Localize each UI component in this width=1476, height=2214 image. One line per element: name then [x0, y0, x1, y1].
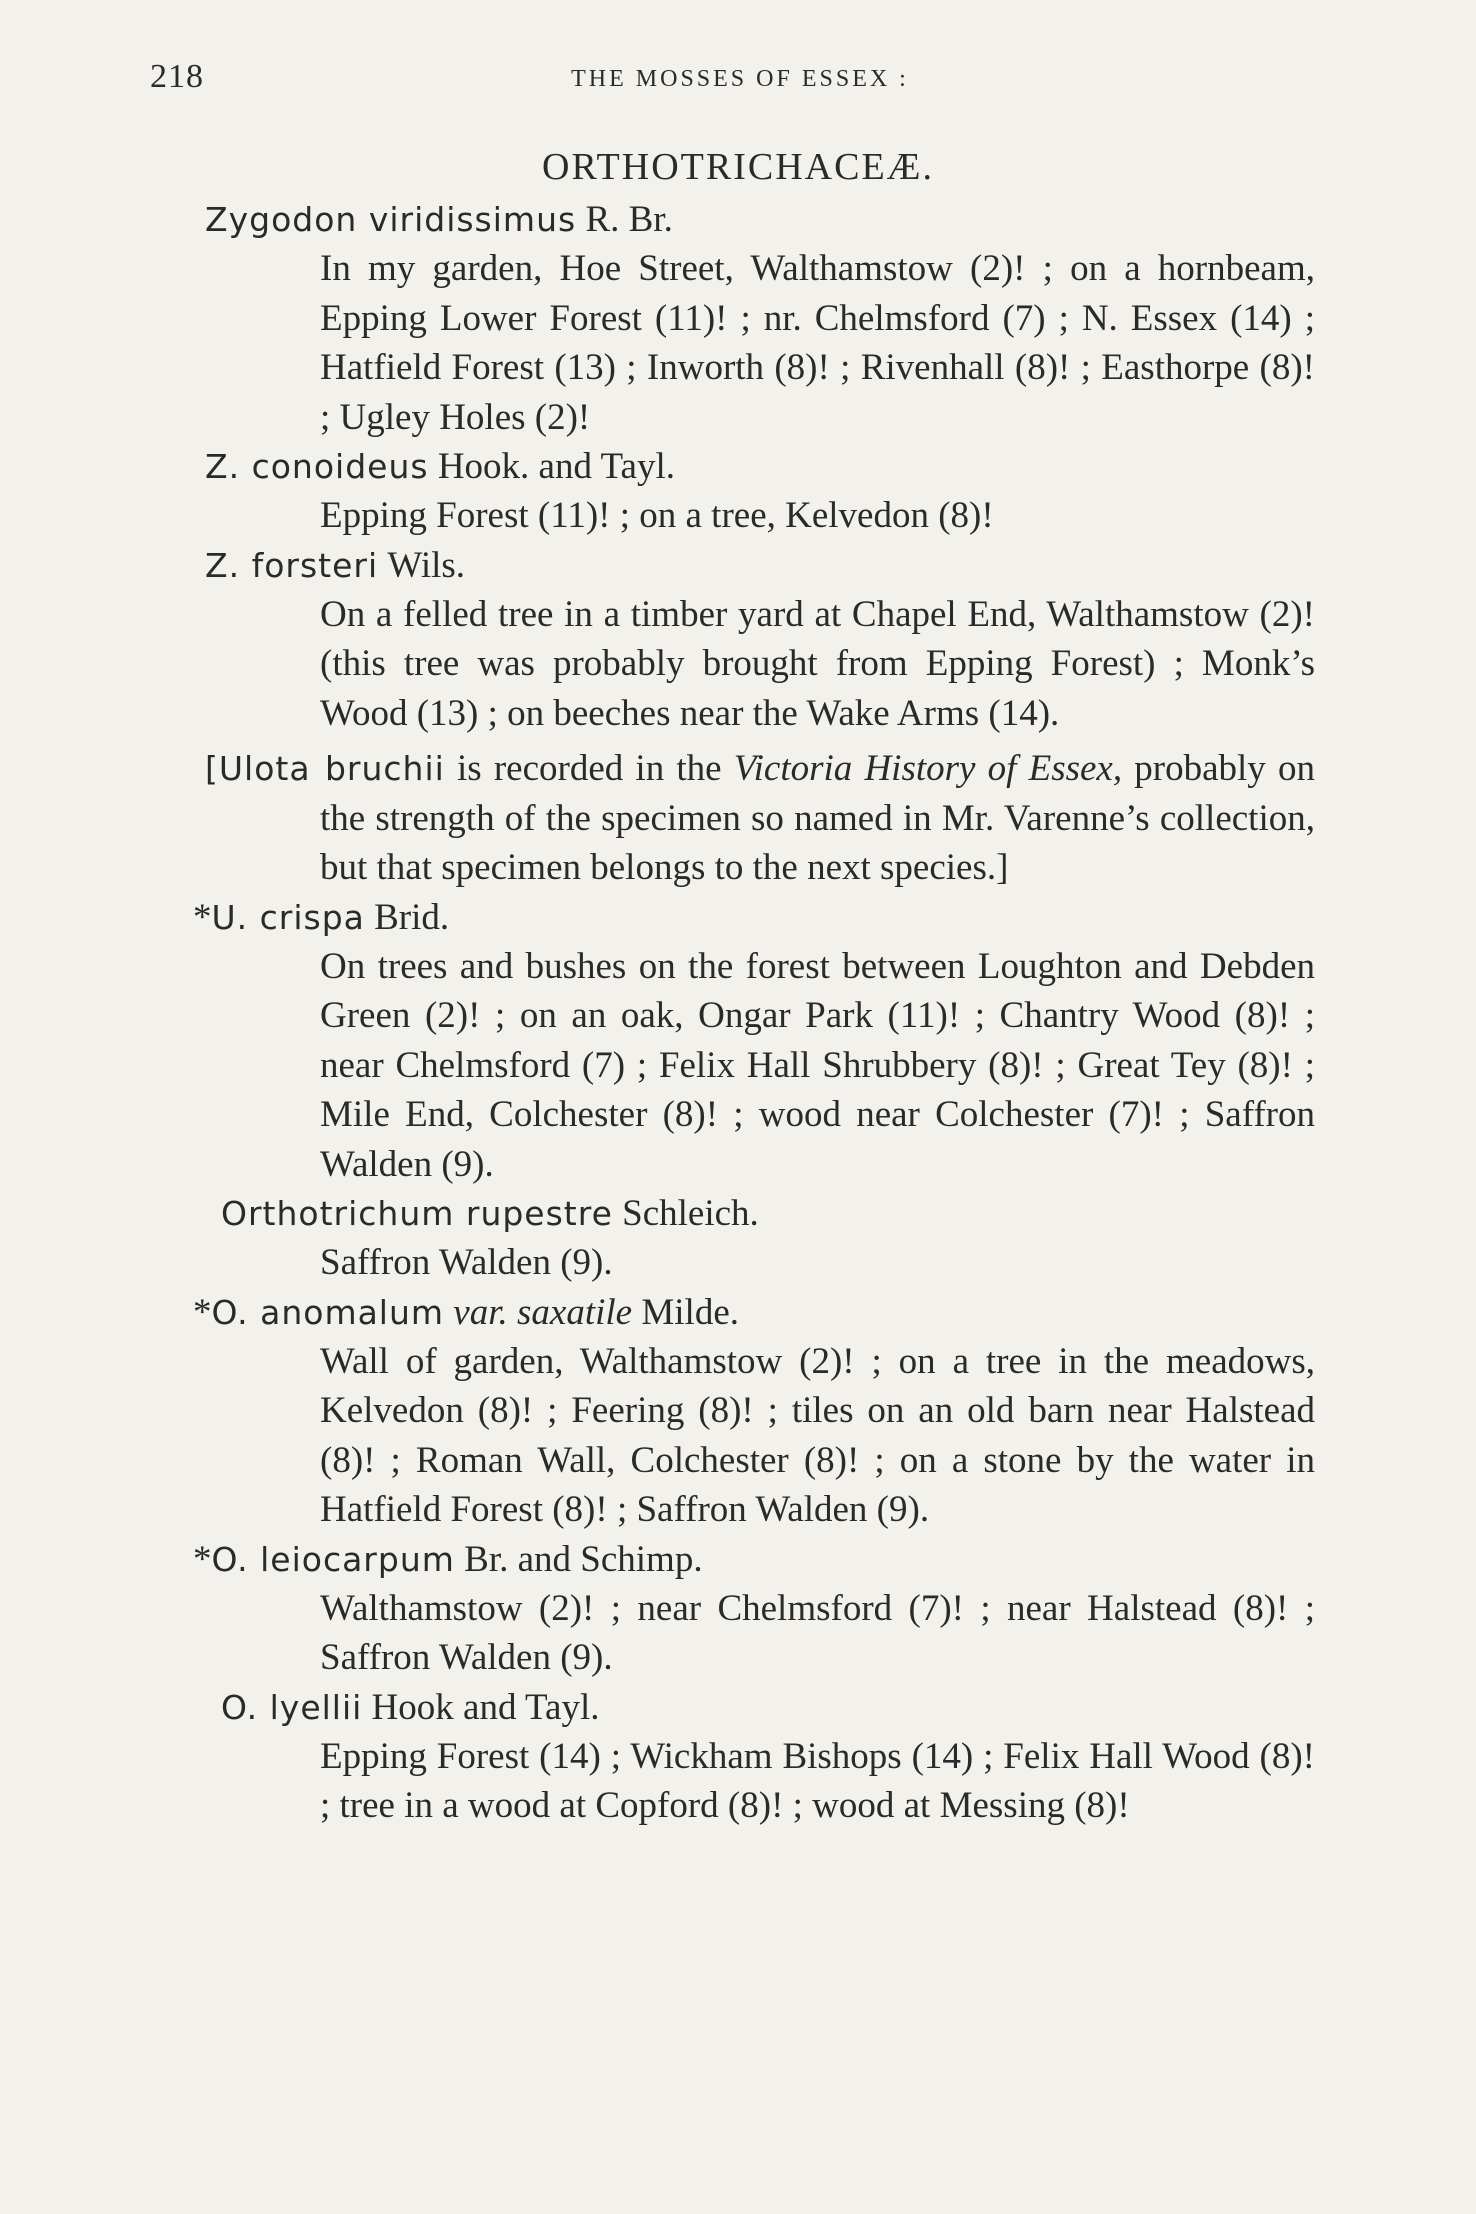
species-list: [193, 195, 1315, 1831]
species-name-line: [205, 195, 1315, 244]
editorial-note: [205, 744, 1315, 893]
species-name: O. lyellii: [221, 1687, 363, 1727]
species-name-line: [205, 442, 1315, 491]
species-name: Zygodon viridissimus: [205, 200, 577, 239]
species-name-line: [193, 1535, 1315, 1584]
species-author: Milde.: [641, 1291, 739, 1333]
species-localities: In my garden, Hoe Street, Walthamstow (2)! ; on a hornbeam, Epping Lower Forest (11)! ; nr. Chelmsford (7) ; N. Essex (14) ; Hatfield Forest (13) ; Inworth (8)! ; Rivenhall (8)! ; Easthorpe (8)! ; Ugley Holes (2)!: [320, 248, 1315, 438]
species-name-line: [221, 1189, 1315, 1238]
species-name: Z. conoideus: [205, 447, 429, 486]
note-text-1: is recorded in the: [444, 748, 734, 789]
species-localities: Saffron Walden (9).: [320, 1242, 613, 1283]
species-entry: [205, 1683, 1315, 1831]
species-localities: Wall of garden, Walthamstow (2)! ; on a tree in the meadows, Kelvedon (8)! ; Feering (8)! ; tiles on an old barn near Halstead (8)! ; Roman Wall, Colchester (8)! ; on a stone by the water in Hatfield Forest (8)! ; Saffron Walden (9).: [320, 1340, 1315, 1530]
page-number: 218: [150, 58, 204, 95]
species-author: R. Br.: [585, 199, 673, 240]
species-entry: [193, 1535, 1315, 1683]
species-entry: [205, 442, 1315, 541]
page-header: [150, 58, 1330, 118]
species-name-line: [205, 541, 1315, 590]
species-localities: Epping Forest (11)! ; on a tree, Kelvedon (8)!: [320, 495, 994, 536]
species-author: Wils.: [387, 544, 466, 586]
species-name-line: [193, 893, 1315, 942]
species-name-line: [221, 1683, 1315, 1732]
species-entry: [205, 1189, 1315, 1288]
species-name-line: [193, 1288, 1315, 1337]
species-author: Hook. and Tayl.: [437, 446, 676, 487]
species-entry: [205, 541, 1315, 739]
species-localities: Epping Forest (14) ; Wickham Bishops (14) ; Felix Hall Wood (8)! ; tree in a wood at Copford (8)! ; wood at Messing (8)!: [320, 1735, 1315, 1826]
species-author: Schleich.: [622, 1193, 759, 1234]
species-entry: [193, 1288, 1315, 1535]
species-variety: var. saxatile: [453, 1291, 633, 1333]
family-heading: ORTHOTRICHACEÆ.: [542, 146, 934, 188]
running-title: THE MOSSES OF ESSEX :: [571, 66, 909, 92]
species-name: Orthotrichum rupestre: [221, 1194, 613, 1233]
species-author: Brid.: [374, 896, 450, 938]
new-record-asterisk: *: [193, 1538, 212, 1580]
species-localities: On a felled tree in a timber yard at Chapel End, Walthamstow (2)! (this tree was probably brought from Epping Forest) ; Monk’s Wood (13) ; on beeches near the Wake Arms (14).: [320, 593, 1315, 734]
species-entry: [193, 893, 1315, 1190]
species-name: U. crispa: [211, 897, 365, 937]
new-record-asterisk: *: [193, 1291, 212, 1333]
note-book-title: Victoria History of Essex,: [733, 748, 1123, 789]
species-author: Hook and Tayl.: [371, 1686, 600, 1728]
new-record-asterisk: *: [193, 896, 212, 938]
species-name: O. anomalum: [211, 1292, 445, 1332]
species-localities: On trees and bushes on the forest between Loughton and Debden Green (2)! ; on an oak, Ongar Park (11)! ; Chantry Wood (8)! ; near Chelmsford (7) ; Felix Hall Shrubbery (8)! ; Great Tey (8)! ; Mile End, Colchester (8)! ; wood near Colchester (7)! ; Saffron Walden (9).: [320, 945, 1315, 1185]
species-name: Z. forsteri: [205, 545, 379, 585]
species-entry: [205, 195, 1315, 442]
species-name: O. leiocarpum: [211, 1539, 455, 1579]
note-text-2: probably on the strength of the specimen so named in Mr. Varenne’s collection, but that specimen belongs to the next species.]: [320, 748, 1315, 888]
species-localities: Walthamstow (2)! ; near Chelmsford (7)! ; near Halstead (8)! ; Saffron Walden (9).: [320, 1587, 1315, 1678]
species-author: Br. and Schimp.: [464, 1538, 703, 1580]
note-species-name: [Ulota bruchii: [205, 749, 445, 788]
